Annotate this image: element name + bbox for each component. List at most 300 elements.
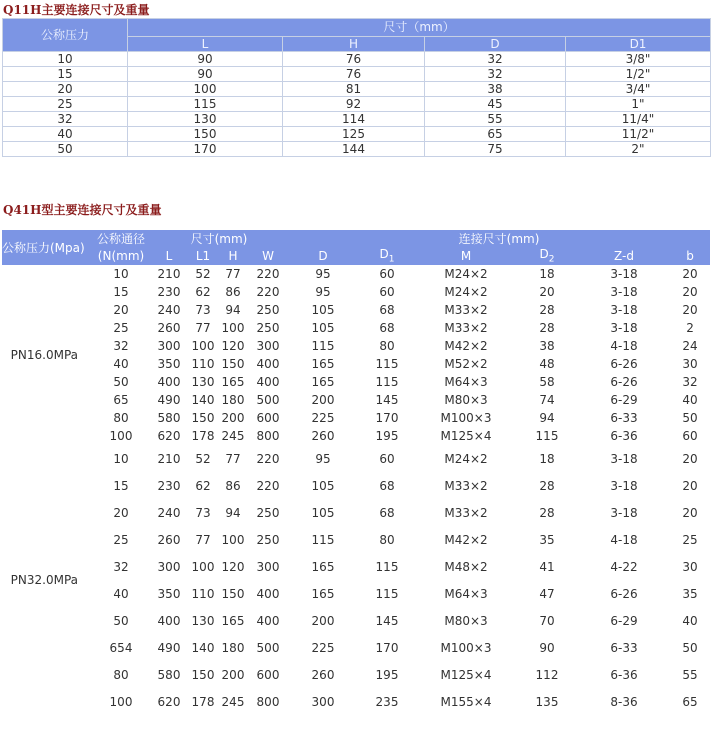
table-cell: 235 bbox=[375, 694, 399, 709]
table-cell: 125 bbox=[283, 127, 425, 142]
q11h-col-d: D bbox=[425, 37, 566, 52]
table-cell: 52 bbox=[195, 267, 211, 281]
table-cell: M125×4 bbox=[440, 667, 492, 682]
table-cell: 38 bbox=[539, 339, 555, 353]
table-cell: 40 bbox=[682, 613, 698, 628]
table-cell: 28 bbox=[539, 303, 555, 317]
table-cell: 77 bbox=[225, 451, 241, 466]
table-cell: M33×2 bbox=[444, 321, 488, 335]
table-cell: 100 bbox=[221, 321, 245, 335]
table-cell: 240 bbox=[157, 505, 181, 520]
table-cell: 3-18 bbox=[610, 303, 638, 317]
q41h-col-d1-base: D bbox=[379, 247, 389, 262]
table-cell: M48×2 bbox=[444, 559, 488, 574]
table-cell: 47 bbox=[539, 586, 555, 601]
table-row bbox=[3, 142, 711, 157]
table-cell: 250 bbox=[256, 505, 280, 520]
q41h-header-row bbox=[2, 230, 710, 247]
table-cell: 300 bbox=[256, 339, 280, 353]
table-cell: 68 bbox=[379, 321, 395, 335]
q41h-pressure-header: 公称压力(Mpa) bbox=[2, 230, 92, 265]
table-row bbox=[2, 553, 710, 580]
table-row bbox=[2, 283, 710, 301]
table-cell: 20 bbox=[3, 82, 128, 97]
table-cell: 76 bbox=[283, 52, 425, 67]
table-cell: 165 bbox=[311, 559, 335, 574]
table-cell: 2" bbox=[566, 142, 711, 157]
table-cell: 140 bbox=[191, 640, 215, 655]
table-cell: 30 bbox=[682, 357, 698, 371]
table-cell: 105 bbox=[311, 303, 335, 317]
table-cell: M64×3 bbox=[444, 586, 488, 601]
table-row bbox=[2, 499, 710, 526]
table-cell: 250 bbox=[256, 303, 280, 317]
table-cell: 45 bbox=[425, 97, 566, 112]
table-cell: 150 bbox=[221, 586, 245, 601]
table-cell: 400 bbox=[256, 586, 280, 601]
table-row bbox=[2, 688, 710, 715]
table-cell: 6-33 bbox=[610, 411, 638, 425]
table-cell: 62 bbox=[195, 285, 211, 299]
table-cell: 200 bbox=[311, 393, 335, 407]
table-cell: 6-36 bbox=[610, 429, 638, 443]
table-cell: 50 bbox=[682, 640, 698, 655]
table-cell: 48 bbox=[539, 357, 555, 371]
table-cell: 20 bbox=[682, 478, 698, 493]
table-cell: M33×2 bbox=[444, 505, 488, 520]
table-cell: 115 bbox=[375, 375, 399, 389]
table-cell: 165 bbox=[221, 375, 245, 389]
table-cell: 350 bbox=[157, 586, 181, 601]
table-cell: 68 bbox=[379, 478, 395, 493]
table-cell: 210 bbox=[157, 451, 181, 466]
table-cell: 220 bbox=[256, 451, 280, 466]
table-cell: 115 bbox=[375, 559, 399, 574]
table-cell: 120 bbox=[221, 559, 245, 574]
table-cell: 260 bbox=[311, 429, 335, 443]
table-cell: M155×4 bbox=[440, 694, 492, 709]
table-cell: M100×3 bbox=[440, 640, 492, 655]
table-cell: 490 bbox=[157, 393, 181, 407]
table-cell: 3-18 bbox=[610, 321, 638, 335]
table-cell: 144 bbox=[283, 142, 425, 157]
table-cell: 24 bbox=[682, 339, 698, 353]
table-cell: 60 bbox=[379, 451, 395, 466]
q41h-col-d: D bbox=[288, 247, 358, 265]
table-row bbox=[2, 580, 710, 607]
table-cell: 25 bbox=[3, 97, 128, 112]
table-cell: 260 bbox=[157, 532, 181, 547]
table-cell: 28 bbox=[539, 478, 555, 493]
table-cell: 654 bbox=[109, 640, 133, 655]
table-cell: 150 bbox=[191, 411, 215, 425]
table-cell: 60 bbox=[379, 267, 395, 281]
table-cell: 50 bbox=[113, 613, 129, 628]
table-cell: 220 bbox=[256, 478, 280, 493]
table-cell: 178 bbox=[191, 429, 215, 443]
table-cell: 250 bbox=[256, 532, 280, 547]
table-cell: 10 bbox=[3, 52, 128, 67]
table-cell: M24×2 bbox=[444, 451, 488, 466]
table-cell: 220 bbox=[256, 267, 280, 281]
table-cell: 6-26 bbox=[610, 586, 638, 601]
q41h-size-header: 尺寸(mm) bbox=[150, 230, 288, 247]
table-cell: 60 bbox=[682, 429, 698, 443]
table-cell: 32 bbox=[113, 339, 129, 353]
table-cell: 35 bbox=[539, 532, 555, 547]
q11h-title: Q11H主要连接尺寸及重量 bbox=[3, 3, 150, 17]
table-cell: 145 bbox=[375, 613, 399, 628]
table-cell: 170 bbox=[375, 411, 399, 425]
table-cell: 73 bbox=[195, 303, 211, 317]
table-cell: 75 bbox=[425, 142, 566, 157]
table-cell: 6-26 bbox=[610, 357, 638, 371]
table-row bbox=[2, 661, 710, 688]
table-cell: 25 bbox=[682, 532, 698, 547]
table-cell: 400 bbox=[256, 613, 280, 628]
table-cell: 95 bbox=[315, 267, 331, 281]
q41h-dn-header-unit: (N(mm) bbox=[92, 247, 150, 265]
table-row bbox=[3, 112, 711, 127]
table-cell: 100 bbox=[109, 694, 133, 709]
table-cell: 145 bbox=[375, 393, 399, 407]
table-cell: 11/2" bbox=[566, 127, 711, 142]
table-cell: 11/4" bbox=[566, 112, 711, 127]
table-row bbox=[2, 607, 710, 634]
table-cell: 245 bbox=[221, 429, 245, 443]
table-row bbox=[2, 301, 710, 319]
table-cell: 32 bbox=[113, 559, 129, 574]
table-cell: 400 bbox=[157, 613, 181, 628]
table-cell: 4-18 bbox=[610, 532, 638, 547]
table-cell: 32 bbox=[425, 52, 566, 67]
table-cell: 200 bbox=[221, 667, 245, 682]
table-cell: 230 bbox=[157, 285, 181, 299]
table-cell: 28 bbox=[539, 321, 555, 335]
table-cell: 94 bbox=[539, 411, 555, 425]
q11h-col-l: L bbox=[128, 37, 283, 52]
table-cell: 55 bbox=[682, 667, 698, 682]
table-cell: 230 bbox=[157, 478, 181, 493]
table-row bbox=[3, 82, 711, 97]
table-row bbox=[3, 97, 711, 112]
table-cell: 65 bbox=[682, 694, 698, 709]
table-cell: 18 bbox=[539, 267, 555, 281]
table-cell: 52 bbox=[195, 451, 211, 466]
table-cell: 68 bbox=[379, 505, 395, 520]
table-cell: 300 bbox=[311, 694, 335, 709]
table-cell: 15 bbox=[3, 67, 128, 82]
table-cell: 80 bbox=[379, 339, 395, 353]
table-cell: 73 bbox=[195, 505, 211, 520]
q41h-col-m: M bbox=[416, 247, 516, 265]
table-cell: M125×4 bbox=[440, 429, 492, 443]
table-cell: 500 bbox=[256, 640, 280, 655]
table-cell: 130 bbox=[128, 112, 283, 127]
table-row bbox=[2, 391, 710, 409]
table-cell: 18 bbox=[539, 451, 555, 466]
table-cell: 28 bbox=[539, 505, 555, 520]
table-cell: 100 bbox=[191, 339, 215, 353]
table-cell: 620 bbox=[157, 429, 181, 443]
table-cell: 260 bbox=[311, 667, 335, 682]
table-cell: 260 bbox=[157, 321, 181, 335]
table-cell: 41 bbox=[539, 559, 555, 574]
table-cell: 200 bbox=[221, 411, 245, 425]
q11h-pressure-header: 公称压力 bbox=[3, 19, 128, 52]
q11h-size-header: 尺寸（mm） bbox=[128, 19, 711, 37]
table-cell: 130 bbox=[191, 613, 215, 628]
table-cell: 210 bbox=[157, 267, 181, 281]
q41h-col-d1-sub: 1 bbox=[388, 254, 395, 265]
table-cell: 94 bbox=[225, 303, 241, 317]
table-cell: 178 bbox=[191, 694, 215, 709]
table-row bbox=[2, 337, 710, 355]
table-cell: 50 bbox=[682, 411, 698, 425]
table-cell: 170 bbox=[375, 640, 399, 655]
table-cell: 110 bbox=[191, 586, 215, 601]
table-cell: 100 bbox=[221, 532, 245, 547]
table-cell: 115 bbox=[128, 97, 283, 112]
table-cell: 100 bbox=[191, 559, 215, 574]
table-cell: 1/2" bbox=[566, 67, 711, 82]
table-cell: 105 bbox=[311, 321, 335, 335]
table-cell: 120 bbox=[221, 339, 245, 353]
table-cell: 35 bbox=[682, 586, 698, 601]
table-cell: 20 bbox=[682, 285, 698, 299]
table-cell: 170 bbox=[128, 142, 283, 157]
table-cell: 150 bbox=[221, 357, 245, 371]
table-cell: 180 bbox=[221, 393, 245, 407]
table-cell: 400 bbox=[256, 357, 280, 371]
table-cell: 95 bbox=[315, 451, 331, 466]
table-cell: 15 bbox=[113, 478, 129, 493]
q41h-subheader-row bbox=[2, 247, 710, 265]
table-cell: M64×3 bbox=[444, 375, 488, 389]
table-cell: 10 bbox=[113, 451, 129, 466]
table-cell: 77 bbox=[225, 267, 241, 281]
table-cell: 3-18 bbox=[610, 285, 638, 299]
q41h-col-d1 bbox=[358, 247, 416, 265]
table-cell: 490 bbox=[157, 640, 181, 655]
q11h-col-h: H bbox=[283, 37, 425, 52]
table-cell: 92 bbox=[283, 97, 425, 112]
table-cell: 3/4" bbox=[566, 82, 711, 97]
table-cell: 580 bbox=[157, 667, 181, 682]
table-cell: 150 bbox=[128, 127, 283, 142]
table-cell: 86 bbox=[225, 285, 241, 299]
table-row bbox=[2, 319, 710, 337]
table-cell: 245 bbox=[221, 694, 245, 709]
table-cell: 15 bbox=[113, 285, 129, 299]
q41h-col-l1: L1 bbox=[188, 247, 218, 265]
q41h-col-d2-base: D bbox=[539, 247, 549, 262]
table-cell: 115 bbox=[311, 339, 335, 353]
table-cell: 58 bbox=[539, 375, 555, 389]
table-cell: 1" bbox=[566, 97, 711, 112]
table-cell: 20 bbox=[682, 451, 698, 466]
table-cell: 32 bbox=[682, 375, 698, 389]
q41h-title: Q41H型主要连接尺寸及重量 bbox=[3, 203, 162, 217]
table-row bbox=[2, 409, 710, 427]
table-cell: 94 bbox=[225, 505, 241, 520]
table-cell: 165 bbox=[311, 375, 335, 389]
table-cell: 40 bbox=[682, 393, 698, 407]
table-cell: 165 bbox=[221, 613, 245, 628]
pressure-class-cell: PN32.0MPa bbox=[10, 573, 78, 587]
table-cell: M24×2 bbox=[444, 267, 488, 281]
q11h-col-d1: D1 bbox=[566, 37, 711, 52]
table-row bbox=[3, 52, 711, 67]
table-cell: 2 bbox=[686, 321, 694, 335]
table-cell: 112 bbox=[535, 667, 559, 682]
table-cell: 74 bbox=[539, 393, 555, 407]
table-cell: 40 bbox=[113, 357, 129, 371]
q41h-col-d2-sub: 2 bbox=[548, 254, 555, 265]
table-row bbox=[3, 67, 711, 82]
table-cell: 500 bbox=[256, 393, 280, 407]
table-row bbox=[3, 127, 711, 142]
table-cell: 80 bbox=[113, 667, 129, 682]
q41h-conn-header: 连接尺寸(mm) bbox=[288, 230, 710, 247]
table-cell: 3-18 bbox=[610, 505, 638, 520]
table-cell: 110 bbox=[191, 357, 215, 371]
table-cell: 100 bbox=[128, 82, 283, 97]
table-cell: 86 bbox=[225, 478, 241, 493]
table-cell: 90 bbox=[128, 67, 283, 82]
table-cell: 60 bbox=[379, 285, 395, 299]
table-cell: 115 bbox=[535, 429, 559, 443]
table-cell: 105 bbox=[311, 478, 335, 493]
table-cell: 6-36 bbox=[610, 667, 638, 682]
table-cell: 4-18 bbox=[610, 339, 638, 353]
table-cell: 105 bbox=[311, 505, 335, 520]
table-cell: 600 bbox=[256, 667, 280, 682]
table-cell: M80×3 bbox=[444, 393, 488, 407]
table-cell: 150 bbox=[191, 667, 215, 682]
table-cell: 600 bbox=[256, 411, 280, 425]
table-cell: 25 bbox=[113, 321, 129, 335]
table-cell: 20 bbox=[682, 267, 698, 281]
table-cell: 225 bbox=[311, 411, 335, 425]
pressure-class-cell: PN16.0MPa bbox=[10, 348, 78, 362]
table-cell: 620 bbox=[157, 694, 181, 709]
table-cell: 95 bbox=[315, 285, 331, 299]
table-cell: 180 bbox=[221, 640, 245, 655]
table-cell: 20 bbox=[539, 285, 555, 299]
q41h-col-w: W bbox=[248, 247, 288, 265]
q41h-col-b: b bbox=[670, 247, 710, 265]
table-cell: 6-29 bbox=[610, 613, 638, 628]
table-cell: 400 bbox=[256, 375, 280, 389]
table-cell: 20 bbox=[113, 505, 129, 520]
q41h-dn-header: 公称通径 bbox=[92, 230, 150, 247]
table-cell: 90 bbox=[128, 52, 283, 67]
table-cell: 77 bbox=[195, 321, 211, 335]
table-row bbox=[2, 427, 710, 445]
table-cell: 195 bbox=[375, 429, 399, 443]
table-row bbox=[2, 634, 710, 661]
table-cell: 55 bbox=[425, 112, 566, 127]
table-cell: 90 bbox=[539, 640, 555, 655]
q41h-col-l: L bbox=[150, 247, 188, 265]
table-cell: 70 bbox=[539, 613, 555, 628]
table-cell: 50 bbox=[3, 142, 128, 157]
table-cell: 135 bbox=[535, 694, 559, 709]
table-cell: M100×3 bbox=[440, 411, 492, 425]
table-cell: 165 bbox=[311, 357, 335, 371]
q41h-table bbox=[2, 230, 710, 715]
table-cell: M42×2 bbox=[444, 532, 488, 547]
table-cell: 3-18 bbox=[610, 451, 638, 466]
table-cell: 77 bbox=[195, 532, 211, 547]
table-cell: 32 bbox=[3, 112, 128, 127]
table-cell: 580 bbox=[157, 411, 181, 425]
q41h-col-d2 bbox=[516, 247, 578, 265]
table-cell: 80 bbox=[113, 411, 129, 425]
table-cell: 40 bbox=[3, 127, 128, 142]
table-cell: 400 bbox=[157, 375, 181, 389]
table-row bbox=[2, 526, 710, 553]
table-cell: 240 bbox=[157, 303, 181, 317]
q41h-col-h: H bbox=[218, 247, 248, 265]
table-cell: 130 bbox=[191, 375, 215, 389]
table-cell: 6-29 bbox=[610, 393, 638, 407]
table-cell: 62 bbox=[195, 478, 211, 493]
table-cell: 81 bbox=[283, 82, 425, 97]
table-cell: 76 bbox=[283, 67, 425, 82]
table-row bbox=[2, 265, 710, 283]
q11h-table bbox=[2, 18, 711, 157]
table-cell: M80×3 bbox=[444, 613, 488, 628]
table-cell: 800 bbox=[256, 429, 280, 443]
table-cell: 3-18 bbox=[610, 267, 638, 281]
q41h-col-zd: Z-d bbox=[578, 247, 670, 265]
table-cell: 800 bbox=[256, 694, 280, 709]
q11h-header-row bbox=[3, 19, 711, 37]
table-cell: 3-18 bbox=[610, 478, 638, 493]
table-cell: 20 bbox=[682, 505, 698, 520]
table-cell: 165 bbox=[311, 586, 335, 601]
table-cell: 4-22 bbox=[610, 559, 638, 574]
table-cell: 20 bbox=[682, 303, 698, 317]
table-cell: 220 bbox=[256, 285, 280, 299]
table-row bbox=[2, 355, 710, 373]
table-cell: M52×2 bbox=[444, 357, 488, 371]
table-cell: 100 bbox=[109, 429, 133, 443]
table-cell: 3/8" bbox=[566, 52, 711, 67]
table-cell: 68 bbox=[379, 303, 395, 317]
table-cell: 350 bbox=[157, 357, 181, 371]
table-cell: 6-33 bbox=[610, 640, 638, 655]
table-cell: 115 bbox=[375, 586, 399, 601]
table-cell: M33×2 bbox=[444, 303, 488, 317]
table-cell: 25 bbox=[113, 532, 129, 547]
table-cell: 115 bbox=[311, 532, 335, 547]
table-cell: 50 bbox=[113, 375, 129, 389]
table-cell: 80 bbox=[379, 532, 395, 547]
table-cell: 65 bbox=[425, 127, 566, 142]
table-cell: 140 bbox=[191, 393, 215, 407]
table-cell: 300 bbox=[157, 559, 181, 574]
table-cell: 200 bbox=[311, 613, 335, 628]
table-cell: 10 bbox=[113, 267, 129, 281]
table-cell: 65 bbox=[113, 393, 129, 407]
table-cell: 20 bbox=[113, 303, 129, 317]
table-cell: 300 bbox=[256, 559, 280, 574]
table-cell: 8-36 bbox=[610, 694, 638, 709]
table-cell: 114 bbox=[283, 112, 425, 127]
